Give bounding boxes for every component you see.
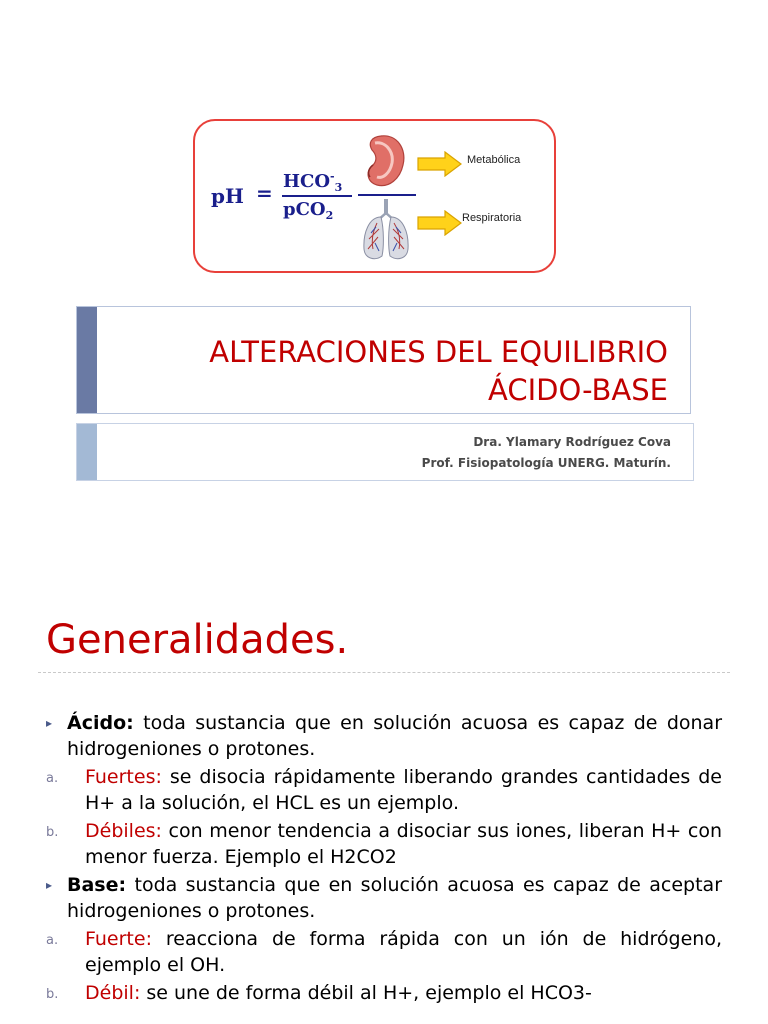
list-item-acid bbox=[46, 710, 722, 762]
slide-body bbox=[46, 710, 722, 1008]
organ-divider-line bbox=[358, 194, 416, 196]
list-letter: b. bbox=[46, 987, 59, 1002]
ph-label: pH bbox=[211, 184, 244, 208]
title-line-2: ÁCIDO-BASE bbox=[488, 373, 668, 407]
list-item-weak-base bbox=[46, 980, 722, 1006]
title-accent-bar bbox=[77, 307, 97, 413]
title-line-1: ALTERACIONES DEL EQUILIBRIO bbox=[209, 335, 668, 369]
weak-acid-text: con menor tendencia a disociar sus iones, liberan H+ con menor fuerza. Ejemplo el H2CO2 bbox=[85, 820, 722, 868]
metabolic-arrow-icon bbox=[417, 151, 463, 177]
lungs-icon bbox=[361, 199, 411, 263]
list-item-strong-base bbox=[46, 926, 722, 978]
weak-acid-term: Débiles: bbox=[85, 820, 162, 842]
weak-base-text: se une de forma débil al H+, ejemplo el HCO3- bbox=[140, 982, 592, 1004]
strong-base-term: Fuerte: bbox=[85, 928, 152, 950]
fraction-line bbox=[282, 195, 352, 197]
strong-base-text: reacciona de forma rápida con un ión de hidrógeno, ejemplo el OH. bbox=[85, 928, 722, 976]
equals-sign: = bbox=[256, 181, 273, 205]
base-term: Base: bbox=[67, 874, 127, 896]
acid-term: Ácido: bbox=[67, 712, 134, 734]
kidney-icon bbox=[361, 133, 411, 191]
strong-acid-text: se disocia rápidamente liberando grandes cantidades de H+ a la solución, el HCL es un ejemplo. bbox=[85, 766, 722, 814]
list-letter: a. bbox=[46, 933, 59, 948]
author-info bbox=[422, 432, 671, 474]
bullet-icon: ▸ bbox=[46, 878, 53, 892]
list-letter: a. bbox=[46, 771, 59, 786]
base-definition: toda sustancia que en solución acuosa es capaz de aceptar hidrogeniones o protones. bbox=[67, 874, 722, 922]
respiratory-arrow-icon bbox=[417, 210, 463, 236]
bullet-icon: ▸ bbox=[46, 716, 53, 730]
list-item-weak-acid bbox=[46, 818, 722, 870]
title-panel bbox=[76, 306, 691, 414]
strong-acid-term: Fuertes: bbox=[85, 766, 162, 788]
acid-definition: toda sustancia que en solución acuosa es capaz de donar hidrogeniones o protones. bbox=[67, 712, 722, 760]
metabolic-label: Metabólica bbox=[467, 154, 521, 166]
author-accent-bar bbox=[77, 424, 97, 480]
weak-base-term: Débil: bbox=[85, 982, 141, 1004]
respiratory-label: Respiratoria bbox=[462, 212, 522, 224]
formula-numerator: $HCO^-_3$ bbox=[283, 170, 343, 194]
title-divider bbox=[38, 672, 730, 673]
formula-denominator: pCO$_2$ bbox=[283, 199, 334, 222]
author-name: Dra. Ylamary Rodríguez Cova bbox=[473, 435, 671, 449]
list-item-base bbox=[46, 872, 722, 924]
author-affiliation: Prof. Fisiopatología UNERG. Maturín. bbox=[421, 456, 671, 470]
section-title: Generalidades. bbox=[46, 617, 349, 663]
slide-title bbox=[209, 333, 668, 409]
author-panel bbox=[76, 423, 694, 481]
list-item-strong-acid bbox=[46, 764, 722, 816]
formula-figure bbox=[193, 119, 556, 273]
list-letter: b. bbox=[46, 825, 59, 840]
